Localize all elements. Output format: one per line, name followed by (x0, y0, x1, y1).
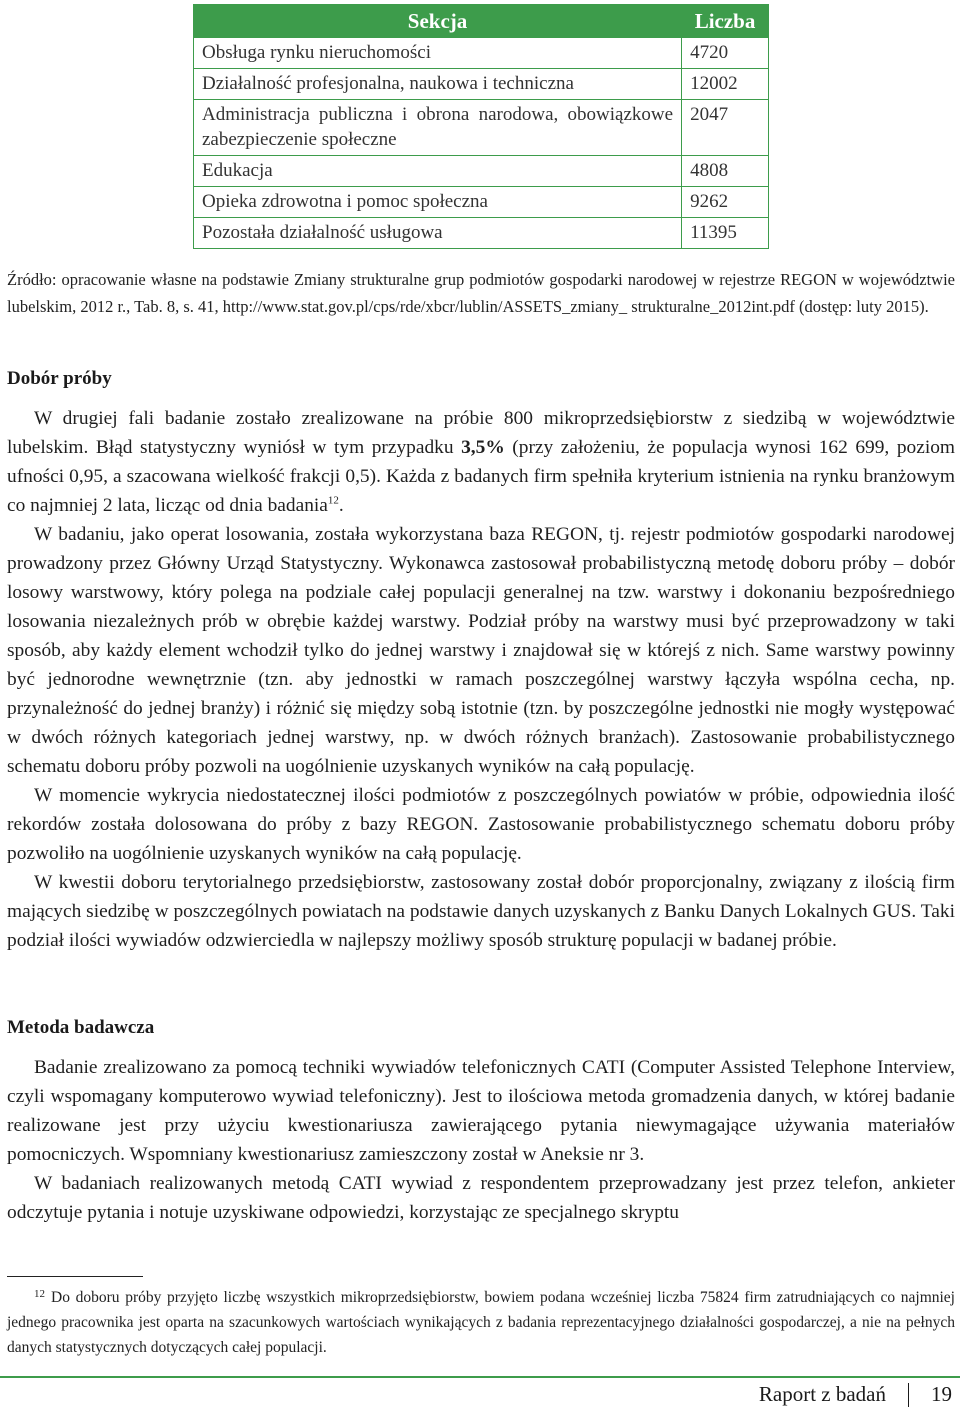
header-section: Sekcja (194, 5, 682, 38)
footnote-number: 12 (34, 1288, 45, 1300)
row-count: 4720 (682, 38, 769, 69)
header-count: Liczba (682, 5, 769, 38)
error-value: 3,5% (461, 437, 505, 458)
paragraph: W momencie wykrycia niedostatecznej ilości podmiotów z poszczególnych powiatów w próbie, odpowiednia ilość rekordów została dolosowana do próby z bazy REGON. Zastosowanie probabilistycznego schematu doboru próby pozwoliło na uogólnienie uzyskanych wyników na całą populację. (7, 785, 955, 864)
table-row (194, 187, 769, 218)
paragraph: Badanie zrealizowano za pomocą techniki wywiadów telefonicznych CATI (Computer Assisted Telephone Interview, czyli wspomagany komputerowo wywiad telefoniczny). Jest to ilościowa metoda gromadzenia danych, w której badanie realizowane jest przy użyciu kwestionariusza zawierającego pytania niewymagające używania materiałów pomocniczych. Wspomniany kwestionariusz zamieszczony został w Aneksie nr 3. (7, 1057, 955, 1165)
footer-divider (0, 1376, 960, 1378)
paragraph: W drugiej fali badanie zostało zrealizowane na próbie 800 mikroprzedsiębiorstw z siedzibą w województwie lubelskim. Błąd statystyczny wyniósł w tym przypadku 3,5% (przy założeniu, że populacja wynosi 162 699, poziom ufności 0,95, a szacowana wielkość frakcji 0,5). Każda z badanych firm spełniła kryterium istnienia na rynku branżowym co najmniej 2 lata, licząc od dnia badania$^{12}$. (7, 408, 955, 516)
source-note: Źródło: opracowanie własne na podstawie Zmiany strukturalne grup podmiotów gospodarki narodowej w rejestrze REGON w województwie lubelskim, 2012 r., Tab. 8, s. 41, http://www.stat.gov.pl/cps/rde/xbcr/lublin/ASSETS_zmiany_ strukturalne_2012int.pdf (dostęp: luty 2015). (7, 270, 955, 316)
row-section: Administracja publiczna i obrona narodowa, obowiązkowe zabezpieczenie społeczne (194, 100, 682, 156)
page-number: 19 (931, 1382, 952, 1406)
section-title-sample: Dobór próby (7, 368, 112, 389)
footnote-divider (7, 1276, 143, 1277)
table-header-row (194, 5, 769, 38)
row-count: 11395 (682, 218, 769, 249)
paragraph: W badaniu, jako operat losowania, została wykorzystana baza REGON, tj. rejestr podmiotów gospodarki narodowej prowadzony przez Główny Urząd Statystyczny. Wykonawca zastosował probabilistyczną metodę doboru próby – dobór losowy warstwowy, który polega na podziale całej populacji generalnej na tzw. warstwy i dokonaniu bezpośredniego losowania niezależnych prób w obrębie każdej warstwy. Podział próby na warstwy musi być przeprowadzony w taki sposób, aby każdy element wchodził tylko do jednej warstwy i znajdował się w którejś z nich. Same warstwy powinny być jednorodne wewnętrznie (tzn. aby jednostki w ramach poszczególnej warstwy łączyła wspólna cecha, np. przynależność do jednej branży) i różnić się między sobą istotnie (tzn. by poszczególne jednostki nie mogły występować w dwóch różnych kategoriach jednej warstwy, np. w dwóch różnych branżach). Zastosowanie probabilistycznego schematu doboru próby pozwoli na uogólnienie uzyskanych wyników na całą populację. (7, 524, 955, 777)
row-count: 2047 (682, 100, 769, 156)
report-title: Raport z badań (758, 1382, 886, 1406)
footnote (7, 1282, 955, 1360)
paragraph: W badaniach realizowanych metodą CATI wywiad z respondentem przeprowadzany jest przez telefon, ankieter odczytuje pytania i notuje uzyskiwane odpowiedzi, korzystając ze specjalnego skryptu (7, 1173, 955, 1223)
row-section: Pozostała działalność usługowa (194, 218, 682, 249)
row-count: 9262 (682, 187, 769, 218)
row-section: Opieka zdrowotna i pomoc społeczna (194, 187, 682, 218)
table-row (194, 38, 769, 69)
section-title-method: Metoda badawcza (7, 1017, 155, 1038)
table-row (194, 156, 769, 187)
row-count: 12002 (682, 69, 769, 100)
footer-separator (908, 1383, 909, 1407)
footnote-text: Do doboru próby przyjęto liczbę wszystkich mikroprzedsiębiorstw, bowiem podana wcześniej liczba 75824 firm zatrudniających co najmniej jednego pracownika jest oparta na szacunkowych wartościach wynikających z badania reprezentacyjnego działalności gospodarczej, a nie na pełnych danych statystycznych dotyczących całej populacji. (7, 1289, 955, 1356)
row-section: Działalność profesjonalna, naukowa i techniczna (194, 69, 682, 100)
row-section: Obsługa rynku nieruchomości (194, 38, 682, 69)
table-row (194, 218, 769, 249)
row-count: 4808 (682, 156, 769, 187)
sections-table (193, 4, 769, 249)
table-row (194, 69, 769, 100)
row-section: Edukacja (194, 156, 682, 187)
section-body-method (7, 1053, 955, 1227)
section-body-sample (7, 404, 955, 955)
page-footer (759, 1382, 952, 1407)
table-row (194, 100, 769, 156)
paragraph: W kwestii doboru terytorialnego przedsiębiorstw, zastosowany został dobór proporcjonalny, związany z ilością firm mających siedzibę w poszczególnych powiatach na podstawie danych uzyskanych z Banku Danych Lokalnych GUS. Taki podział ilości wywiadów odzwierciedla w najlepszy możliwy sposób strukturę populacji w badanej próbie. (7, 872, 955, 951)
footnote-ref: 12 (327, 494, 339, 507)
